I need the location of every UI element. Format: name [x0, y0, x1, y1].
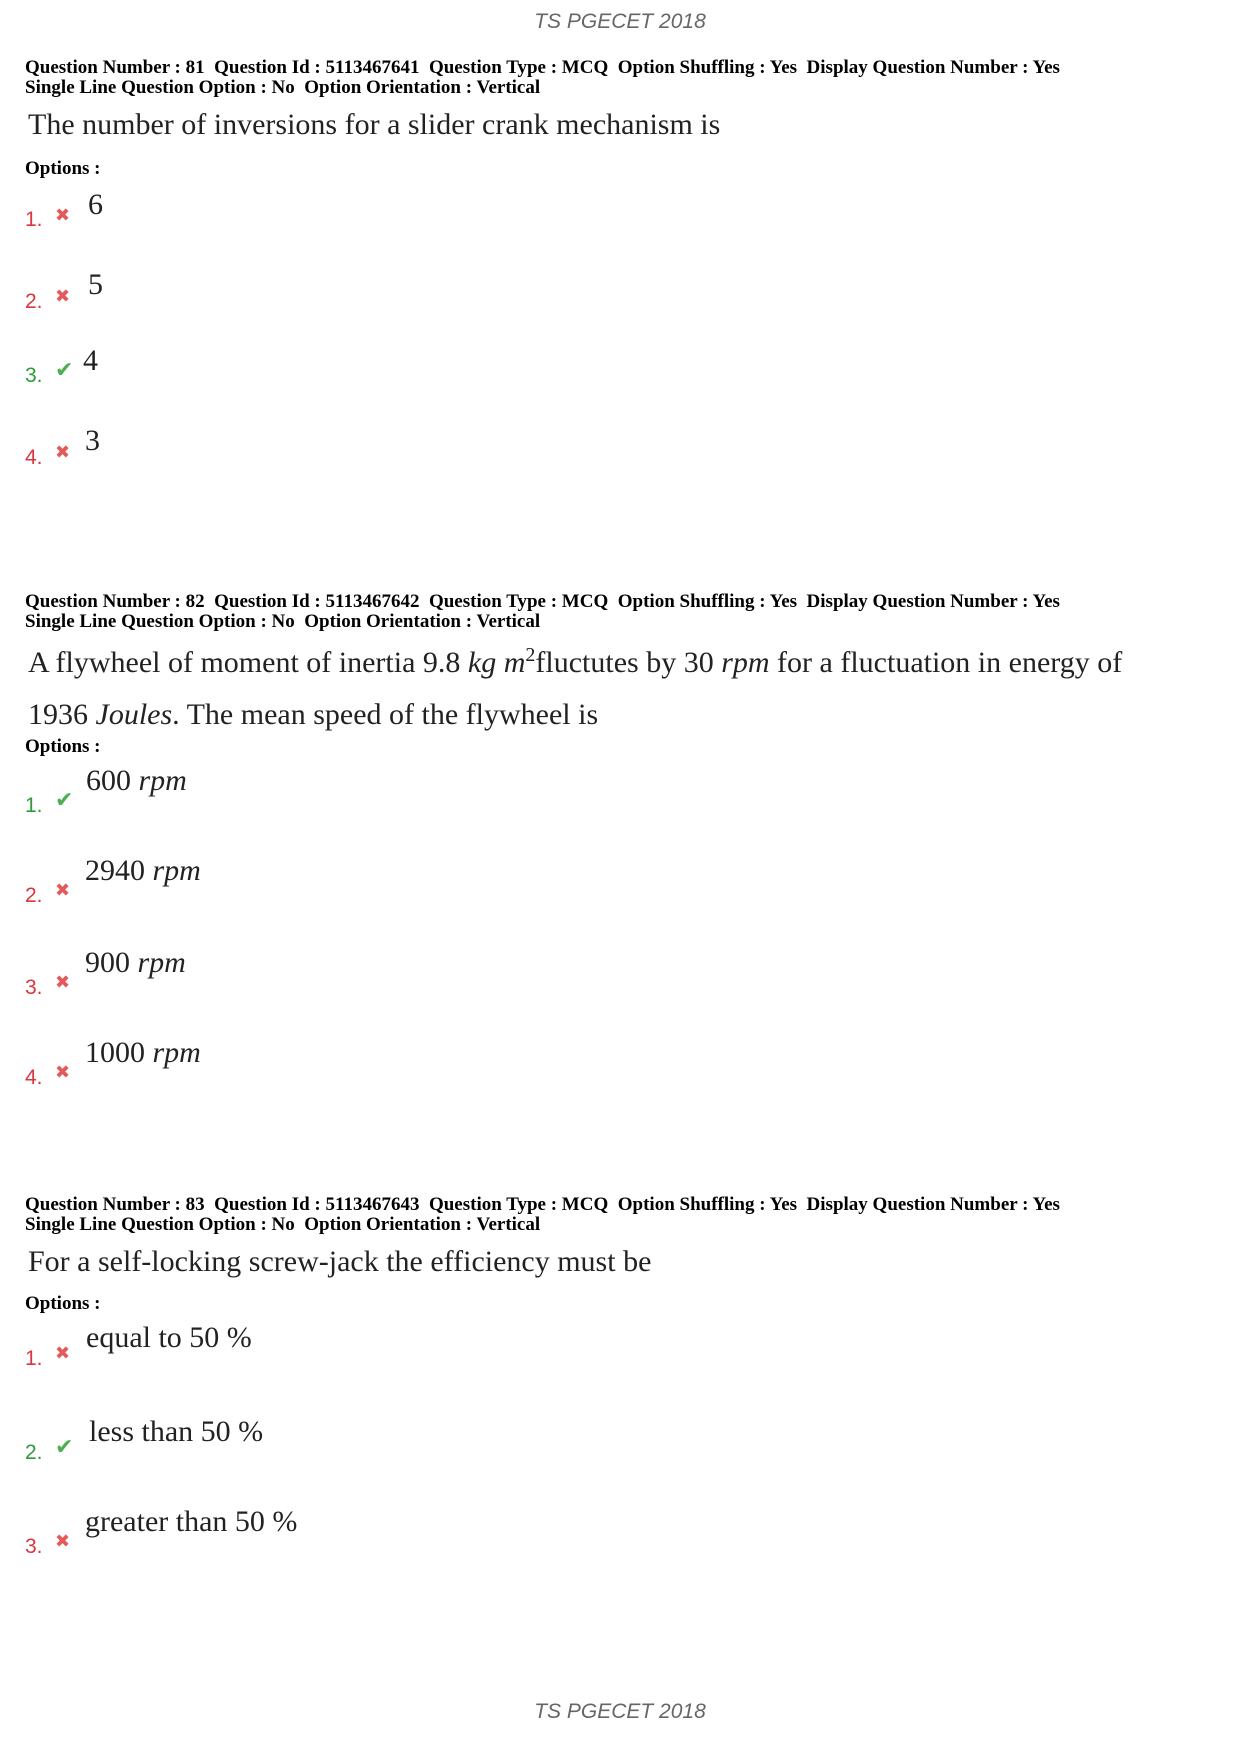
- option-number: 3.: [25, 976, 43, 999]
- question-text: The number of inversions for a slider crank mechanism is: [28, 108, 721, 141]
- question-text: For a self-locking screw-jack the efficiency must be: [28, 1245, 652, 1278]
- question-meta: Single Line Question Option : No Option Orientation : Vertical: [25, 1214, 541, 1235]
- question-meta: Question Number : 81 Question Id : 5113467641 Question Type : MCQ Option Shuffling : Yes Display Question Number : Yes: [25, 57, 1060, 78]
- cross-icon: ✖: [55, 205, 71, 226]
- cross-icon: ✖: [55, 972, 71, 993]
- cross-icon: ✖: [55, 442, 71, 463]
- option-value: 900: [85, 946, 130, 979]
- cross-icon: ✖: [55, 286, 71, 307]
- option-text: 5: [88, 268, 103, 301]
- option-number: 2.: [25, 1441, 43, 1464]
- options-label: Options :: [25, 158, 101, 179]
- option-unit: rpm: [152, 1036, 201, 1069]
- question-meta: Question Number : 82 Question Id : 5113467642 Question Type : MCQ Option Shuffling : Yes Display Question Number : Yes: [25, 591, 1060, 612]
- check-icon: ✔: [55, 358, 74, 383]
- option-text: 3: [85, 424, 100, 457]
- option-unit: rpm: [137, 946, 186, 979]
- option-text: equal to 50 %: [86, 1321, 252, 1354]
- options-label: Options :: [25, 1293, 101, 1314]
- question-text-line2: [28, 688, 1225, 742]
- question-82: [25, 591, 1225, 1089]
- option-unit: rpm: [152, 854, 201, 887]
- question-text-part: for a fluctuation in energy of: [769, 646, 1123, 679]
- question-83: [25, 1194, 1225, 1558]
- cross-icon: ✖: [55, 1531, 71, 1552]
- question-meta: Question Number : 83 Question Id : 5113467643 Question Type : MCQ Option Shuffling : Yes Display Question Number : Yes: [25, 1194, 1060, 1215]
- option-text: less than 50 %: [89, 1415, 264, 1448]
- page-footer: TS PGECET 2018: [534, 1700, 706, 1723]
- question-meta: Single Line Question Option : No Option Orientation : Vertical: [25, 611, 541, 632]
- math-unit: kg m: [467, 646, 526, 679]
- math-unit: Joules: [95, 698, 173, 731]
- cross-icon: ✖: [55, 1062, 71, 1083]
- option-text: [85, 1036, 201, 1070]
- question-text-part: A flywheel of moment of inertia 9.8: [28, 646, 468, 679]
- math-superscript: 2: [525, 644, 536, 666]
- option-text: [85, 946, 186, 980]
- check-icon: ✔: [55, 788, 74, 813]
- question-meta: Single Line Question Option : No Option Orientation : Vertical: [25, 77, 541, 98]
- options-label: Options :: [25, 736, 101, 757]
- page-header: TS PGECET 2018: [534, 10, 706, 33]
- option-unit: rpm: [138, 764, 187, 797]
- option-number: 2.: [25, 290, 43, 313]
- option-text: 6: [88, 188, 103, 221]
- option-number: 1.: [25, 794, 43, 817]
- question-text-part: . The mean speed of the flywheel is: [172, 698, 599, 731]
- question-text: [28, 628, 1225, 690]
- option-number: 2.: [25, 884, 43, 907]
- option-value: 1000: [85, 1036, 145, 1069]
- math-unit: rpm: [721, 646, 770, 679]
- option-text: [85, 854, 201, 888]
- option-number: 4.: [25, 446, 43, 469]
- option-number: 3.: [25, 1535, 43, 1558]
- cross-icon: ✖: [55, 880, 71, 901]
- question-text-part: 1936: [28, 698, 96, 731]
- check-icon: ✔: [55, 1435, 74, 1460]
- option-number: 3.: [25, 364, 43, 387]
- option-number: 1.: [25, 1347, 43, 1370]
- option-value: 2940: [85, 854, 145, 887]
- option-number: 4.: [25, 1066, 43, 1089]
- cross-icon: ✖: [55, 1343, 71, 1364]
- option-value: 600: [86, 764, 131, 797]
- question-81: [25, 57, 1225, 469]
- option-text: [86, 764, 187, 798]
- question-text-part: fluctutes by 30: [535, 646, 722, 679]
- option-text: 4: [83, 344, 98, 377]
- option-text: greater than 50 %: [85, 1505, 298, 1538]
- option-number: 1.: [25, 208, 43, 231]
